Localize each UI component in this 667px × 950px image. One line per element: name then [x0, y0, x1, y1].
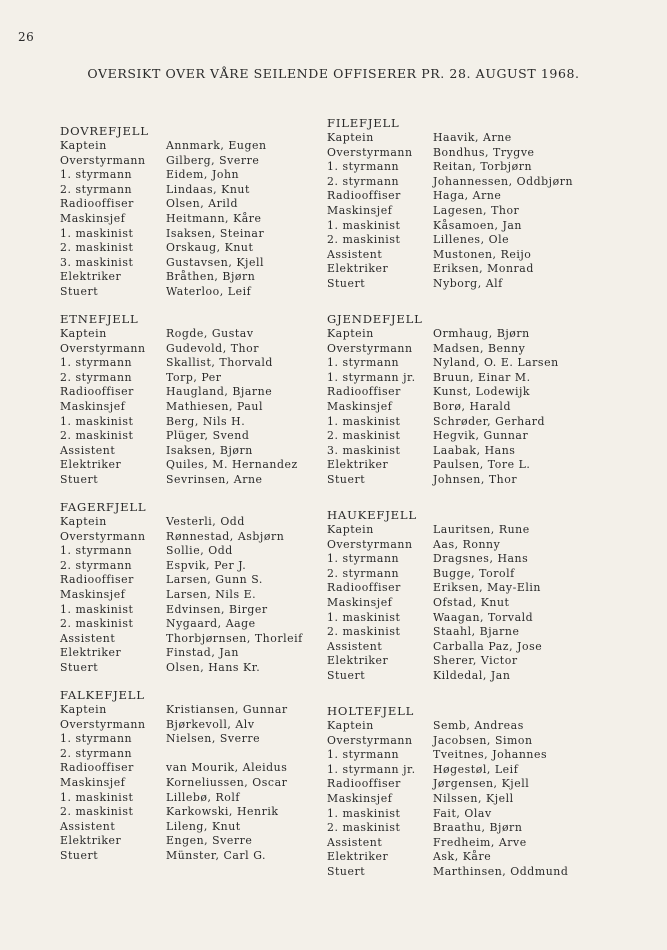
- crew-rank: 1. styrmann: [327, 748, 400, 762]
- crew-row: [327, 581, 627, 596]
- crew-row: [60, 732, 360, 747]
- crew-rank: 1. styrmann: [327, 552, 400, 566]
- crew-name: Ormhaug, Bjørn: [433, 327, 530, 340]
- crew-name: Lauritsen, Rune: [433, 523, 530, 536]
- crew-row: [60, 342, 360, 357]
- crew-name: Annmark, Eugen: [166, 139, 267, 152]
- crew-name: Bugge, Torolf: [433, 566, 515, 580]
- crew-row: [60, 256, 360, 271]
- crew-rank: Elektriker: [327, 458, 389, 472]
- crew-name: Mathiesen, Paul: [166, 399, 264, 413]
- crew-rank: Kaptein: [327, 327, 374, 340]
- crew-rank: Maskinsjef: [60, 399, 126, 413]
- crew-rank: 3. maskinist: [327, 443, 401, 457]
- crew-row: [327, 777, 627, 792]
- crew-row: [60, 458, 360, 473]
- crew-row: [327, 734, 627, 749]
- crew-row: [60, 747, 360, 762]
- crew-name: Ask, Kåre: [433, 850, 492, 864]
- crew-row: [60, 603, 360, 618]
- crew-row: [327, 611, 627, 626]
- crew-name: Vesterli, Odd: [166, 515, 245, 528]
- crew-rank: Overstyrmann: [60, 153, 146, 167]
- crew-name: Olsen, Hans Kr.: [166, 660, 261, 674]
- crew-name: Finstad, Jan: [166, 646, 239, 660]
- crew-row: [60, 632, 360, 647]
- crew-row: [327, 429, 627, 444]
- crew-name: Mustonen, Reijo: [433, 247, 532, 261]
- crew-row: [60, 718, 360, 733]
- crew-row: [327, 625, 627, 640]
- crew-row: [327, 807, 627, 822]
- ship-name: DOVREFJELL: [60, 124, 149, 138]
- crew-row: [327, 654, 627, 669]
- crew-rank: 1. maskinist: [60, 414, 134, 428]
- crew-name: Kunst, Lodewijk: [433, 385, 531, 399]
- crew-rank: Stuert: [60, 472, 99, 486]
- crew-name: Haga, Arne: [433, 189, 502, 203]
- crew-row: [60, 530, 360, 545]
- crew-rank: Kaptein: [327, 131, 374, 144]
- crew-name: Rogde, Gustav: [166, 327, 254, 340]
- crew-name: Nygaard, Aage: [166, 617, 256, 631]
- ship-block: [327, 704, 627, 900]
- crew-rank: Overstyrmann: [60, 529, 146, 543]
- crew-rank: 2. styrmann: [60, 182, 133, 196]
- crew-name: Nilssen, Kjell: [433, 791, 514, 805]
- crew-rank: Radiooffiser: [327, 189, 401, 203]
- crew-row: [60, 849, 360, 864]
- crew-rank: Radiooffiser: [60, 197, 134, 211]
- crew-row: [60, 212, 360, 227]
- crew-rank: Assistent: [60, 819, 116, 833]
- crew-row: [327, 175, 627, 190]
- crew-row: [60, 154, 360, 169]
- crew-row: [60, 139, 360, 154]
- crew-name: Nielsen, Sverre: [166, 732, 261, 746]
- crew-rank: Stuert: [60, 660, 99, 674]
- crew-name: Johnsen, Thor: [433, 472, 518, 486]
- crew-row: [327, 719, 627, 734]
- crew-name: Jørgensen, Kjell: [433, 777, 530, 791]
- crew-row: [327, 444, 627, 459]
- crew-name: Larsen, Nils E.: [166, 587, 257, 601]
- crew-rank: 1. maskinist: [327, 414, 401, 428]
- crew-rank: Elektriker: [327, 654, 389, 668]
- crew-name: Tveitnes, Johannes: [433, 748, 548, 762]
- crew-row: [60, 646, 360, 661]
- crew-row: [327, 523, 627, 538]
- crew-row: [60, 573, 360, 588]
- crew-name: Sevrinsen, Arne: [166, 472, 263, 486]
- crew-rank: 2. maskinist: [60, 617, 134, 631]
- crew-row: [60, 285, 360, 300]
- crew-rank: Radiooffiser: [327, 385, 401, 399]
- crew-row: [327, 596, 627, 611]
- crew-row: [60, 429, 360, 444]
- crew-row: [60, 617, 360, 632]
- crew-name: Fredheim, Arve: [433, 835, 527, 849]
- crew-row: [327, 248, 627, 263]
- crew-name: Kildedal, Jan: [433, 668, 511, 682]
- crew-name: Skallist, Thorvald: [166, 356, 273, 370]
- crew-row: [60, 197, 360, 212]
- crew-rank: 1. maskinist: [327, 218, 401, 232]
- right-column: [327, 116, 627, 900]
- crew-row: [60, 776, 360, 791]
- crew-row: [327, 552, 627, 567]
- crew-rank: Assistent: [60, 443, 116, 457]
- crew-row: [327, 821, 627, 836]
- crew-name: Olsen, Arild: [166, 197, 238, 211]
- crew-name: Plüger, Svend: [166, 429, 250, 443]
- crew-row: [327, 219, 627, 234]
- crew-row: [60, 385, 360, 400]
- crew-rank: Elektriker: [60, 646, 122, 660]
- crew-row: [327, 160, 627, 175]
- crew-name: Marthinsen, Oddmund: [433, 864, 569, 878]
- crew-row: [327, 669, 627, 684]
- crew-rank: Kaptein: [60, 139, 107, 152]
- crew-name: Isaksen, Bjørn: [166, 443, 253, 457]
- ship-name: FAGERFJELL: [60, 500, 147, 514]
- crew-row: [60, 703, 360, 718]
- left-column: [60, 124, 360, 876]
- crew-row: [327, 277, 627, 292]
- crew-rank: Assistent: [60, 631, 116, 645]
- crew-rank: 1. maskinist: [327, 806, 401, 820]
- crew-name: Haavik, Arne: [433, 131, 512, 144]
- crew-name: Sherer, Victor: [433, 654, 518, 668]
- crew-row: [60, 371, 360, 386]
- crew-row: [60, 227, 360, 242]
- crew-row: [60, 834, 360, 849]
- crew-rank: Kaptein: [327, 523, 374, 536]
- crew-rank: Kaptein: [327, 719, 374, 732]
- crew-row: [327, 763, 627, 778]
- crew-row: [327, 233, 627, 248]
- crew-name: Rønnestad, Asbjørn: [166, 529, 285, 543]
- crew-row: [60, 415, 360, 430]
- ship-block: [327, 312, 627, 508]
- crew-name: Lillebø, Rolf: [166, 790, 240, 804]
- crew-rank: 1. styrmann: [327, 160, 400, 174]
- crew-row: [327, 262, 627, 277]
- crew-row: [60, 241, 360, 256]
- crew-rank: Radiooffiser: [60, 573, 134, 587]
- ship-name: FILEFJELL: [327, 116, 400, 130]
- crew-name: Bjørkevoll, Alv: [166, 717, 255, 731]
- crew-name: Johannessen, Oddbjørn: [433, 174, 574, 188]
- crew-name: Reitan, Torbjørn: [433, 160, 533, 174]
- ship-block: [327, 116, 627, 312]
- ship-block: [60, 312, 360, 500]
- crew-name: Orskaug, Knut: [166, 241, 254, 255]
- crew-name: van Mourik, Aleidus: [166, 761, 288, 775]
- crew-row: [60, 444, 360, 459]
- crew-row: [327, 538, 627, 553]
- crew-rank: Assistent: [327, 247, 383, 261]
- crew-row: [60, 588, 360, 603]
- crew-name: Sollie, Odd: [166, 544, 233, 558]
- ship-name: GJENDEFJELL: [327, 312, 423, 326]
- crew-name: Carballa Paz, Jose: [433, 639, 543, 653]
- crew-name: Nyland, O. E. Larsen: [433, 356, 559, 370]
- crew-rank: Radiooffiser: [327, 581, 401, 595]
- crew-name: Høgestøl, Leif: [433, 762, 519, 776]
- crew-name: Schrøder, Gerhard: [433, 414, 546, 428]
- crew-rank: Maskinsjef: [327, 203, 393, 217]
- page-title: OVERSIKT OVER VÅRE SEILENDE OFFISERER PR. 28. AUGUST 1968.: [87, 66, 580, 81]
- ship-name: ETNEFJELL: [60, 312, 139, 326]
- crew-name: Nyborg, Alf: [433, 276, 503, 290]
- crew-row: [327, 748, 627, 763]
- crew-rank: 1. styrmann: [60, 168, 133, 182]
- crew-row: [327, 400, 627, 415]
- crew-row: [327, 415, 627, 430]
- crew-name: Semb, Andreas: [433, 719, 524, 732]
- crew-row: [60, 820, 360, 835]
- crew-name: Staahl, Bjarne: [433, 625, 520, 639]
- crew-row: [327, 792, 627, 807]
- crew-row: [327, 458, 627, 473]
- crew-name: Bruun, Einar M.: [433, 370, 531, 384]
- crew-rank: 2. maskinist: [60, 241, 134, 255]
- crew-name: Gustavsen, Kjell: [166, 255, 265, 269]
- crew-name: Fait, Olav: [433, 806, 492, 820]
- crew-rank: Overstyrmann: [327, 733, 413, 747]
- crew-name: Engen, Sverre: [166, 834, 253, 848]
- crew-row: [327, 204, 627, 219]
- crew-rank: Maskinsjef: [327, 791, 393, 805]
- crew-row: [60, 661, 360, 676]
- crew-row: [60, 270, 360, 285]
- crew-row: [327, 327, 627, 342]
- crew-row: [327, 146, 627, 161]
- crew-rank: Kaptein: [60, 515, 107, 528]
- crew-row: [60, 791, 360, 806]
- crew-rank: Overstyrmann: [60, 341, 146, 355]
- crew-rank: Kaptein: [60, 703, 107, 716]
- crew-rank: 2. maskinist: [60, 805, 134, 819]
- crew-name: Gudevold, Thor: [166, 341, 259, 355]
- crew-row: [327, 567, 627, 582]
- crew-rank: Maskinsjef: [327, 595, 393, 609]
- crew-row: [60, 327, 360, 342]
- crew-name: Borø, Harald: [433, 399, 511, 413]
- crew-row: [60, 400, 360, 415]
- crew-rank: Stuert: [327, 864, 366, 878]
- crew-rank: Stuert: [327, 276, 366, 290]
- crew-rank: 2. styrmann: [327, 174, 400, 188]
- crew-name: Bondhus, Trygve: [433, 145, 535, 159]
- crew-rank: 2. styrmann: [60, 746, 133, 760]
- crew-rank: 1. maskinist: [60, 602, 134, 616]
- crew-name: Braathu, Bjørn: [433, 821, 523, 835]
- crew-rank: Radiooffiser: [60, 761, 134, 775]
- ship-block: [60, 500, 360, 688]
- crew-name: Laabak, Hans: [433, 443, 516, 457]
- crew-name: Bråthen, Bjørn: [166, 270, 256, 284]
- crew-rank: Elektriker: [60, 270, 122, 284]
- crew-row: [327, 356, 627, 371]
- crew-name: Eriksen, Monrad: [433, 262, 534, 276]
- crew-rank: Stuert: [60, 848, 99, 862]
- crew-row: [60, 761, 360, 776]
- crew-rank: Maskinsjef: [327, 399, 393, 413]
- crew-rank: Maskinsjef: [60, 211, 126, 225]
- crew-name: Karkowski, Henrik: [166, 805, 279, 819]
- crew-name: Kristiansen, Gunnar: [166, 703, 288, 716]
- crew-rank: 2. styrmann: [60, 370, 133, 384]
- crew-rank: 2. maskinist: [327, 625, 401, 639]
- crew-name: Aas, Ronny: [433, 537, 501, 551]
- crew-rank: Stuert: [60, 284, 99, 298]
- crew-row: [60, 168, 360, 183]
- crew-rank: Radiooffiser: [327, 777, 401, 791]
- crew-rank: Maskinsjef: [60, 775, 126, 789]
- crew-name: Kåsamoen, Jan: [433, 218, 522, 232]
- ship-block: [60, 688, 360, 876]
- crew-row: [327, 836, 627, 851]
- crew-rank: Radiooffiser: [60, 385, 134, 399]
- crew-name: Thorbjørnsen, Thorleif: [166, 631, 303, 645]
- crew-name: Torp, Per: [166, 370, 222, 384]
- crew-row: [327, 342, 627, 357]
- crew-rank: 1. maskinist: [327, 610, 401, 624]
- crew-row: [60, 544, 360, 559]
- crew-rank: Elektriker: [60, 458, 122, 472]
- crew-row: [60, 473, 360, 488]
- crew-rank: Maskinsjef: [60, 587, 126, 601]
- crew-rank: Assistent: [327, 835, 383, 849]
- crew-name: Waagan, Torvald: [433, 610, 534, 624]
- crew-row: [327, 865, 627, 880]
- crew-name: Lagesen, Thor: [433, 203, 520, 217]
- crew-name: Ofstad, Knut: [433, 595, 510, 609]
- crew-name: Lillenes, Ole: [433, 233, 510, 247]
- crew-rank: 1. styrmann jr.: [327, 370, 416, 384]
- crew-name: Korneliussen, Oscar: [166, 775, 288, 789]
- crew-rank: Overstyrmann: [327, 145, 413, 159]
- crew-name: Eidem, John: [166, 168, 240, 182]
- crew-name: Edvinsen, Birger: [166, 602, 268, 616]
- crew-rank: 2. maskinist: [327, 821, 401, 835]
- ship-block: [327, 508, 627, 704]
- crew-name: Madsen, Benny: [433, 341, 526, 355]
- crew-name: Waterloo, Leif: [166, 284, 252, 298]
- crew-row: [60, 559, 360, 574]
- crew-name: Larsen, Gunn S.: [166, 573, 263, 587]
- page-number: 26: [18, 30, 35, 44]
- crew-name: Hegvik, Gunnar: [433, 429, 529, 443]
- crew-name: Paulsen, Tore L.: [433, 458, 531, 472]
- crew-rank: Assistent: [327, 639, 383, 653]
- crew-name: Espvik, Per J.: [166, 558, 247, 572]
- crew-rank: Stuert: [327, 472, 366, 486]
- crew-row: [60, 356, 360, 371]
- crew-rank: Overstyrmann: [327, 341, 413, 355]
- crew-rank: 2. maskinist: [327, 429, 401, 443]
- crew-row: [60, 805, 360, 820]
- crew-row: [327, 640, 627, 655]
- crew-rank: Elektriker: [60, 834, 122, 848]
- crew-rank: Overstyrmann: [60, 717, 146, 731]
- ship-name: FALKEFJELL: [60, 688, 145, 702]
- ship-name: HAUKEFJELL: [327, 508, 417, 522]
- crew-rank: 3. maskinist: [60, 255, 134, 269]
- crew-rank: 2. styrmann: [327, 566, 400, 580]
- crew-rank: 1. styrmann: [327, 356, 400, 370]
- crew-row: [60, 183, 360, 198]
- ship-name: HOLTEFJELL: [327, 704, 415, 718]
- crew-rank: Overstyrmann: [327, 537, 413, 551]
- crew-rank: Elektriker: [327, 850, 389, 864]
- crew-rank: 2. styrmann: [60, 558, 133, 572]
- crew-row: [327, 385, 627, 400]
- crew-rank: Kaptein: [60, 327, 107, 340]
- crew-rank: 1. styrmann: [60, 732, 133, 746]
- ship-block: [60, 124, 360, 312]
- crew-name: Eriksen, May-Elin: [433, 581, 541, 595]
- crew-rank: 1. maskinist: [60, 226, 134, 240]
- crew-row: [327, 473, 627, 488]
- crew-name: Gilberg, Sverre: [166, 153, 260, 167]
- crew-rank: 1. styrmann: [60, 356, 133, 370]
- crew-row: [327, 850, 627, 865]
- crew-name: Lileng, Knut: [166, 819, 241, 833]
- crew-rank: 2. maskinist: [60, 429, 134, 443]
- crew-name: Lindaas, Knut: [166, 182, 250, 196]
- crew-name: Berg, Nils H.: [166, 414, 246, 428]
- crew-rank: Stuert: [327, 668, 366, 682]
- crew-name: Haugland, Bjarne: [166, 385, 273, 399]
- crew-rank: 1. maskinist: [60, 790, 134, 804]
- crew-row: [327, 189, 627, 204]
- crew-rank: 1. styrmann jr.: [327, 762, 416, 776]
- crew-row: [60, 515, 360, 530]
- crew-name: Heitmann, Kåre: [166, 211, 262, 225]
- crew-rank: 2. maskinist: [327, 233, 401, 247]
- crew-row: [327, 131, 627, 146]
- crew-name: Isaksen, Steinar: [166, 226, 265, 240]
- crew-row: [327, 371, 627, 386]
- crew-rank: Elektriker: [327, 262, 389, 276]
- crew-name: Dragsnes, Hans: [433, 552, 529, 566]
- crew-rank: 1. styrmann: [60, 544, 133, 558]
- crew-name: Quiles, M. Hernandez: [166, 458, 298, 472]
- crew-name: Jacobsen, Simon: [433, 733, 533, 747]
- crew-name: Münster, Carl G.: [166, 848, 267, 862]
